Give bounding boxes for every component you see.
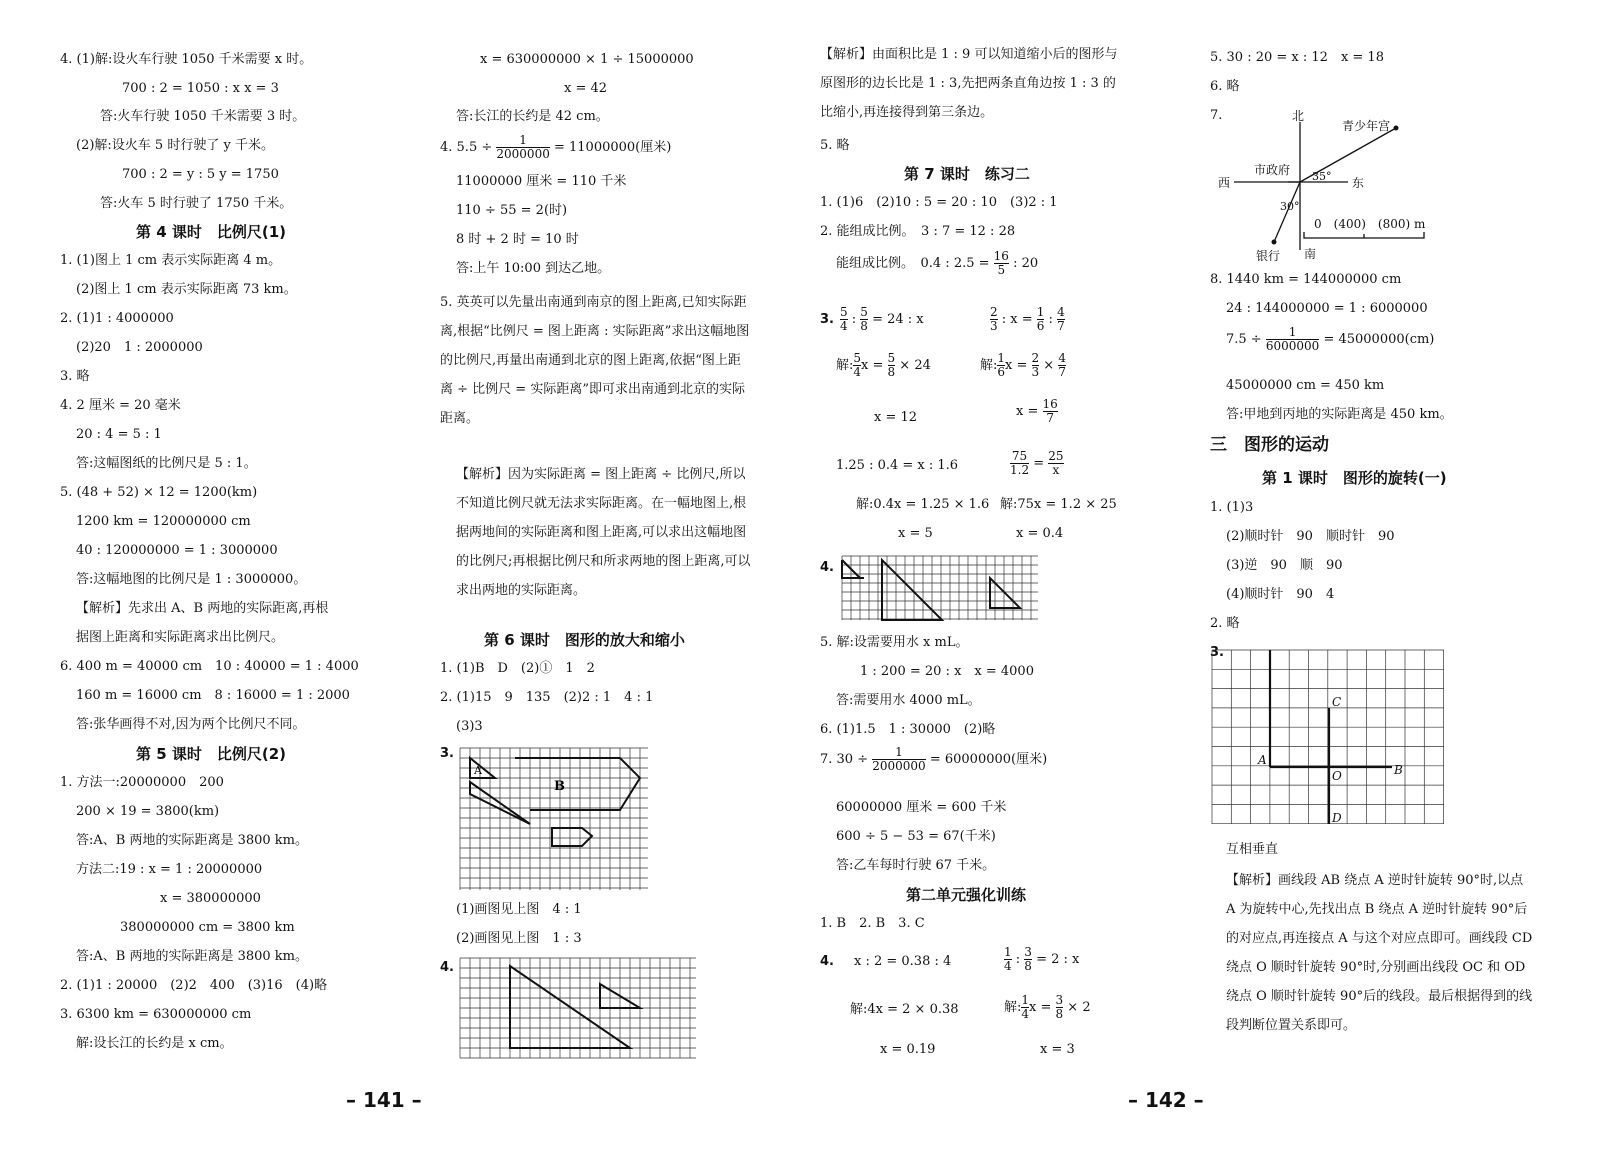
- text: : 20: [1013, 256, 1039, 271]
- text-line: (3)逆 90 顺 90: [1226, 558, 1343, 573]
- grid-figure-enlarge: [460, 748, 650, 894]
- right-figure: [990, 578, 1020, 608]
- label-b: B: [554, 779, 565, 794]
- text-line: 据图上距离和实际距离求出比例尺。: [76, 630, 285, 645]
- analysis-paragraph: 【解析】画线段 AB 绕点 A 逆时针旋转 90°时,以点 A 为旋转中心,先找出点 B 绕点 A 逆时针旋转 90°后的对应点,再连接点 A 与这个对应点即可。画线段 CD 绕点 O 顺时针旋转 90°时,分别画出线段 OC 和 OD 绕点 O 顺时针旋转 90°后的线段。最后根据得到的线段判断位置关系即可。: [1226, 873, 1533, 1033]
- answer-paragraph: 5. 英英可以先量出南通到南京的图上距离,已知实际距离,根据“比例尺 = 图上距离 : 实际距离”求出这幅地图的比例尺,再量出南通到北京的图上距离,依据“图上距离 ÷ 比例尺 = 实际距离”即可求出南通到北京的实际距离。: [440, 295, 750, 426]
- text-line: 2. (1)1 : 4000000: [60, 311, 174, 326]
- text-line: x = 12: [874, 410, 918, 425]
- text-line: 解:设长江的长约是 x cm。: [76, 1036, 233, 1051]
- text-line: x = 3: [1040, 1042, 1075, 1057]
- direction-map: [1218, 109, 1458, 263]
- label-north: 北: [1292, 109, 1305, 123]
- text: 4. 5.5 ÷: [440, 140, 493, 155]
- fraction-equation: $\frac{75}{1.2}$ = $\frac{25}{x}$: [1010, 449, 1064, 477]
- question-number: 4.: [440, 960, 454, 975]
- text-line: 7.: [1210, 108, 1223, 123]
- question-number: 3.: [820, 312, 834, 327]
- text-line: x = 0.4: [1016, 526, 1064, 541]
- question-number: 3.: [440, 746, 454, 761]
- text-line: 1.25 : 0.4 = x : 1.6: [836, 458, 959, 473]
- text-line: 5. 30 : 20 = x : 12 x = 18: [1210, 50, 1384, 65]
- text-line: 1. (1)3: [1210, 500, 1254, 515]
- text-line: 5. (48 + 52) × 12 = 1200(km): [60, 485, 258, 500]
- question-number: 4.: [820, 954, 834, 969]
- text-line: 互相垂直: [1226, 842, 1279, 857]
- text-line: 4. (1)解:设火车行驶 1050 千米需要 x 时。: [60, 52, 313, 67]
- page-number-right: – 142 –: [1128, 1088, 1204, 1112]
- text-line: (4)顺时针 90 4: [1226, 587, 1335, 602]
- fraction-equation: 解: $\frac{1}{4}$ x = $\frac{3}{8}$ × 2: [1004, 993, 1091, 1021]
- text-line: 5. 略: [820, 138, 850, 153]
- text-line: 2. 略: [1210, 616, 1240, 631]
- text-line: 20 : 4 = 5 : 1: [76, 427, 162, 442]
- point-d: D: [1332, 811, 1342, 825]
- text-line: (2)顺时针 90 顺时针 90: [1226, 529, 1395, 544]
- text: x =: [1016, 404, 1039, 419]
- text-line: 答:A、B 两地的实际距离是 3800 km。: [76, 833, 309, 848]
- equation-line: [440, 132, 671, 164]
- text-line: 1. (1)图上 1 cm 表示实际距离 4 m。: [60, 253, 282, 268]
- equation-line: [1226, 324, 1434, 356]
- numerator: 1: [895, 745, 903, 759]
- text-line: 2. (1)1 : 20000 (2)2 400 (3)16 (4)略: [60, 978, 328, 993]
- label-a: A: [474, 764, 482, 777]
- text-line: 方法二:19 : x = 1 : 20000000: [76, 862, 263, 877]
- denominator: 2000000: [496, 147, 550, 161]
- text-line: x = 5: [898, 526, 933, 541]
- denominator: 6000000: [1265, 339, 1320, 353]
- chapter-heading: 三 图形的运动: [1210, 435, 1329, 455]
- text-line: 解:75x = 1.2 × 25: [1000, 497, 1117, 512]
- text-line: 40 : 120000000 = 1 : 3000000: [76, 543, 278, 558]
- label-west: 西: [1218, 176, 1231, 190]
- section-heading: 第 4 课时 比例尺(1): [136, 223, 287, 241]
- rotation-grid: [1212, 650, 1452, 830]
- text: 能组成比例。 0.4 : 2.5 =: [836, 256, 990, 271]
- section-heading: 第 1 课时 图形的旋转(一): [1262, 469, 1447, 487]
- label-youth-palace: 青少年宫: [1342, 119, 1391, 133]
- text: = 11000000(厘米): [553, 140, 672, 155]
- section-heading: 第二单元强化训练: [906, 886, 1027, 904]
- label-east: 东: [1352, 176, 1365, 190]
- text-line: 1200 km = 120000000 cm: [76, 514, 251, 529]
- shape-b-outline: [515, 758, 640, 810]
- numerator: 16: [993, 249, 1009, 263]
- text-line: 答:上午 10:00 到达乙地。: [456, 261, 611, 276]
- text-line: 答:张华画得不对,因为两个比例尺不同。: [76, 717, 306, 732]
- fraction: [872, 746, 925, 773]
- text-line: 8 时 + 2 时 = 10 时: [456, 232, 579, 247]
- text-line: (2)图上 1 cm 表示实际距离 73 km。: [76, 282, 297, 297]
- text-line: 60000000 厘米 = 600 千米: [836, 800, 1007, 815]
- angle-30: 30°: [1280, 200, 1300, 213]
- shape-small: [552, 828, 592, 846]
- text-line: x = 380000000: [160, 891, 261, 906]
- text-line: 700 : 2 = y : 5 y = 1750: [122, 167, 279, 182]
- text-line: 11000000 厘米 = 110 千米: [456, 174, 627, 189]
- fraction: [1043, 398, 1058, 425]
- text-line: x = 42: [564, 81, 608, 96]
- numerator: 1: [519, 133, 527, 147]
- denominator: 2000000: [872, 759, 926, 773]
- grid-figure-practice: [842, 556, 1042, 622]
- text-line: 答:这幅地图的比例尺是 1 : 3000000。: [76, 572, 307, 587]
- text-line: 答:长江的长约是 42 cm。: [456, 109, 609, 124]
- text-line: 24 : 144000000 = 1 : 6000000: [1226, 301, 1428, 316]
- text-line: 8. 1440 km = 144000000 cm: [1210, 272, 1402, 287]
- numerator: 1: [1288, 325, 1297, 339]
- text-line: 200 × 19 = 3800(km): [76, 804, 220, 819]
- text-line: 160 m = 16000 cm 8 : 16000 = 1 : 2000: [76, 688, 350, 703]
- analysis-paragraph: 【解析】因为实际距离 = 图上距离 ÷ 比例尺,所以不知道比例尺就无法求实际距离。在一幅地图上,根据两地间的实际距离和图上距离,可以求出这幅地图的比例尺;再根据比例尺和所求两地的图上距离,可以求出两地的实际距离。: [456, 467, 751, 598]
- label-bank: 银行: [1256, 249, 1281, 263]
- denominator: 7: [1043, 411, 1058, 425]
- text-line: 6. (1)1.5 1 : 30000 (2)略: [820, 722, 996, 737]
- fraction-equation: 解: $\frac{1}{6}$ x = $\frac{2}{3}$ × $\frac{4}{7}$: [980, 351, 1066, 379]
- text-line: 1. (1)6 (2)10 : 5 = 20 : 10 (3)2 : 1: [820, 195, 1058, 210]
- text-line: 6. 略: [1210, 79, 1240, 94]
- text-line: x = 630000000 × 1 ÷ 15000000: [480, 52, 694, 67]
- label-city-hall: 市政府: [1254, 163, 1291, 177]
- fraction-equation: 解: $\frac{5}{4}$ x = $\frac{5}{8}$ × 24: [836, 351, 931, 379]
- equation-line: [836, 248, 1038, 280]
- point-a: A: [1258, 753, 1267, 767]
- point-c: C: [1332, 695, 1342, 709]
- fraction: [496, 134, 549, 161]
- text-line: 380000000 cm = 3800 km: [120, 920, 295, 935]
- denominator: 5: [994, 263, 1009, 277]
- text-line: 1 : 200 = 20 : x x = 4000: [860, 664, 1034, 679]
- equation-line: [820, 744, 1047, 776]
- section-heading: 第 5 课时 比例尺(2): [136, 745, 287, 763]
- text-line: 答:甲地到丙地的实际距离是 450 km。: [1226, 407, 1453, 422]
- text: 7. 30 ÷: [820, 752, 869, 767]
- scale-label: 0 (400) (800) m: [1314, 217, 1426, 231]
- text-line: 1. 方法一:20000000 200: [60, 775, 224, 790]
- fraction: [994, 250, 1009, 277]
- text: = 60000000(厘米): [929, 752, 1048, 767]
- text-line: 6. 400 m = 40000 cm 10 : 40000 = 1 : 4000: [60, 659, 359, 674]
- text-line: 2. 能组成比例。 3 : 7 = 12 : 28: [820, 224, 1016, 239]
- label-south: 南: [1304, 247, 1317, 261]
- text-line: 700 : 2 = 1050 : x x = 3: [122, 81, 279, 96]
- text-line: (3)3: [456, 719, 483, 734]
- text-line: 答:火车行驶 1050 千米需要 3 时。: [100, 109, 306, 124]
- analysis-paragraph: 【解析】由面积比是 1 : 9 可以知道缩小后的图形与原图形的边长比是 1 : 3,先把两条直角边按 1 : 3 的比缩小,再连接得到第三条边。: [820, 47, 1118, 120]
- text: 7.5 ÷: [1226, 332, 1262, 347]
- large-figure: [882, 560, 942, 620]
- text-line: 【解析】先求出 A、B 两地的实际距离,再根: [76, 601, 329, 616]
- angle-35: 35°: [1312, 170, 1332, 183]
- text-line: 答:这幅图纸的比例尺是 5 : 1。: [76, 456, 257, 471]
- text-line: 45000000 cm = 450 km: [1226, 378, 1385, 393]
- text-line: 3. 6300 km = 630000000 cm: [60, 1007, 252, 1022]
- text-line: 110 ÷ 55 = 2(时): [456, 203, 568, 218]
- text: = 45000000(cm): [1323, 332, 1435, 347]
- numerator: 16: [1042, 397, 1058, 411]
- text-line: 3. 略: [60, 369, 90, 384]
- text-line: (2)20 1 : 2000000: [76, 340, 203, 355]
- page-number-left: – 141 –: [346, 1088, 422, 1112]
- fraction-equation: $\frac{2}{3}$ : x = $\frac{1}{6}$ : $\frac{4}{7}$: [990, 305, 1065, 333]
- text-line: 答:乙车每时行驶 67 千米。: [836, 858, 996, 873]
- point-b: B: [1394, 763, 1403, 777]
- text-line: (2)画图见上图 1 : 3: [456, 931, 582, 946]
- text-line: 解:4x = 2 × 0.38: [850, 1002, 959, 1017]
- text-line: 答:火车 5 时行驶了 1750 千米。: [100, 196, 293, 211]
- text-line: 解:0.4x = 1.25 × 1.6: [856, 497, 990, 512]
- text-line: (1)画图见上图 4 : 1: [456, 902, 582, 917]
- fraction-equation: $\frac{1}{4}$ : $\frac{3}{8}$ = 2 : x: [1004, 945, 1080, 973]
- section-heading: 第 7 课时 练习二: [904, 165, 1030, 183]
- fraction-equation: $\frac{5}{4}$ : $\frac{5}{8}$ = 24 : x: [840, 305, 924, 333]
- text-line: (2)解:设火车 5 时行驶了 y 千米。: [76, 138, 274, 153]
- text-line: 1. (1)B D (2)① 1 2: [440, 661, 595, 676]
- text-line: x = 0.19: [880, 1042, 936, 1057]
- fraction: [1266, 326, 1319, 353]
- text-line: 2. (1)15 9 135 (2)2 : 1 4 : 1: [440, 690, 654, 705]
- text-line: 4. 2 厘米 = 20 毫米: [60, 398, 181, 413]
- text-line: 1. B 2. B 3. C: [820, 916, 925, 931]
- text-line: 600 ÷ 5 − 53 = 67(千米): [836, 829, 996, 844]
- question-number: 3.: [1210, 645, 1224, 660]
- text-line: 5. 解:设需要用水 x mL。: [820, 635, 969, 650]
- equation-line: [1016, 396, 1058, 428]
- text-line: x : 2 = 0.38 : 4: [854, 954, 952, 969]
- question-number: 4.: [820, 560, 834, 575]
- point-o: O: [1332, 769, 1342, 783]
- text-line: 答:A、B 两地的实际距离是 3800 km。: [76, 949, 309, 964]
- grid-figure-triangles: [460, 958, 700, 1060]
- text-line: 答:需要用水 4000 mL。: [836, 693, 981, 708]
- section-heading: 第 6 课时 图形的放大和缩小: [484, 631, 685, 649]
